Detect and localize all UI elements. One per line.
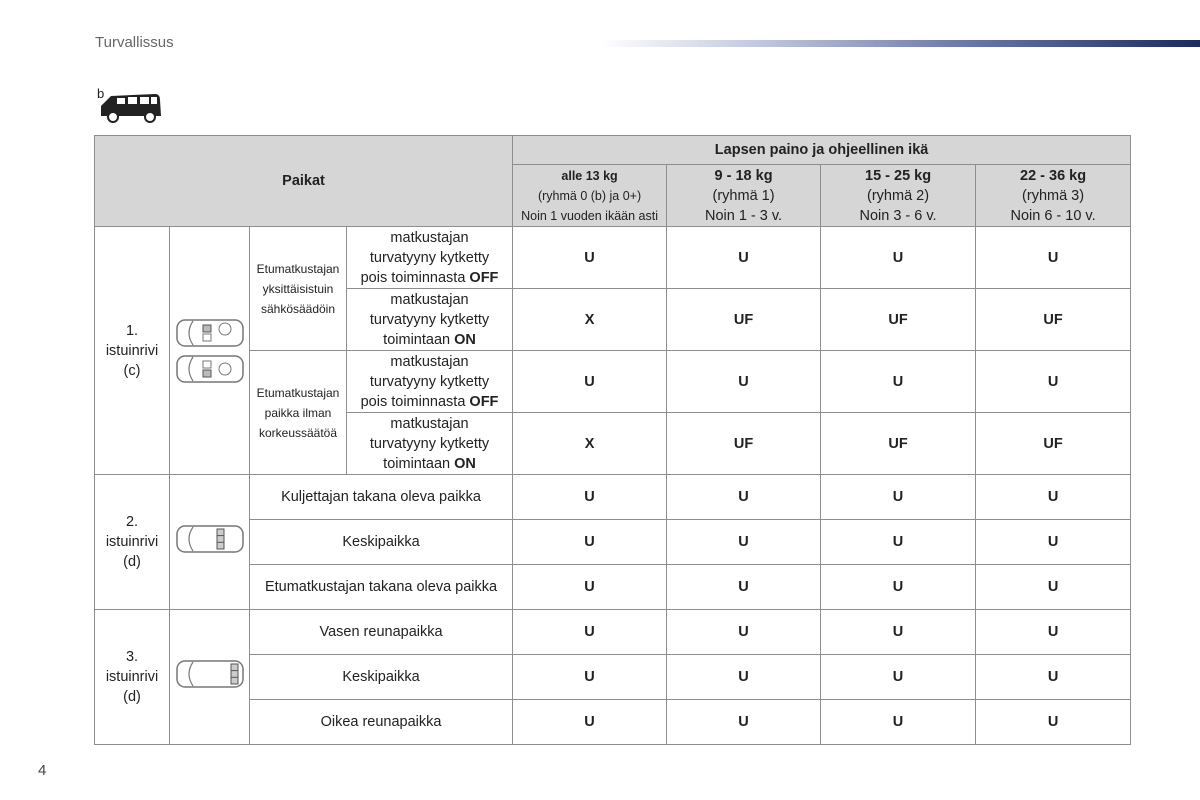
seat-type-b: Etumatkustajan paikka ilman korkeussäätöä	[250, 351, 347, 475]
position-label: Keskipaikka	[250, 520, 513, 565]
car-top-view-icon	[175, 353, 245, 385]
child-seat-table	[94, 135, 1131, 745]
value-cell: U	[821, 520, 976, 565]
row-label-3: 3. istuinrivi (d)	[95, 610, 170, 745]
table-row	[95, 565, 1131, 610]
position-label: Kuljettajan takana oleva paikka	[250, 475, 513, 520]
row3-diagram	[170, 610, 250, 745]
value-cell: U	[821, 227, 976, 289]
value-cell: UF	[667, 413, 821, 475]
page-number: 4	[38, 762, 47, 779]
minivan-icon	[97, 86, 163, 124]
section-title: Turvallissus	[95, 34, 174, 51]
value-cell: U	[667, 520, 821, 565]
weight-col-0: alle 13 kg (ryhmä 0 (b) ja 0+) Noin 1 vuoden ikään asti	[513, 165, 667, 227]
value-cell: U	[821, 700, 976, 745]
weight-col-3: 22 - 36 kg (ryhmä 3) Noin 6 - 10 v.	[976, 165, 1131, 227]
row-label-2: 2. istuinrivi (d)	[95, 475, 170, 610]
value-cell: U	[821, 655, 976, 700]
value-cell: U	[976, 475, 1131, 520]
value-cell: U	[667, 565, 821, 610]
weight-col-1: 9 - 18 kg (ryhmä 1) Noin 1 - 3 v.	[667, 165, 821, 227]
value-cell: U	[976, 655, 1131, 700]
row-label-1: 1. istuinrivi (c)	[95, 227, 170, 475]
value-cell: U	[821, 610, 976, 655]
value-cell: U	[976, 610, 1131, 655]
value-cell: U	[513, 520, 667, 565]
table-row	[95, 520, 1131, 565]
car-top-view-icon	[175, 658, 245, 690]
car-top-view-icon	[175, 317, 245, 349]
position-label: Etumatkustajan takana oleva paikka	[250, 565, 513, 610]
minivan-badge	[97, 86, 163, 124]
value-cell: U	[513, 565, 667, 610]
value-cell: X	[513, 413, 667, 475]
value-cell: U	[976, 520, 1131, 565]
value-cell: U	[667, 655, 821, 700]
value-cell: UF	[821, 289, 976, 351]
header-weight-group: Lapsen paino ja ohjeellinen ikä	[513, 136, 1131, 165]
value-cell: U	[821, 351, 976, 413]
value-cell: U	[513, 351, 667, 413]
value-cell: U	[976, 700, 1131, 745]
value-cell: U	[821, 475, 976, 520]
value-cell: U	[513, 475, 667, 520]
value-cell: U	[976, 227, 1131, 289]
seat-type-a: Etumatkustajan yksittäisistuin sähkösäädöin	[250, 227, 347, 351]
value-cell: U	[667, 610, 821, 655]
value-cell: U	[976, 565, 1131, 610]
airbag-on-label: matkustajan turvatyyny kytketty toimintaan ON	[347, 413, 513, 475]
value-cell: U	[821, 565, 976, 610]
car-top-view-icon	[175, 523, 245, 555]
table-row	[95, 655, 1131, 700]
row2-diagram	[170, 475, 250, 610]
value-cell: U	[667, 351, 821, 413]
value-cell: U	[513, 655, 667, 700]
value-cell: X	[513, 289, 667, 351]
badge-letter: b	[97, 86, 105, 101]
weight-col-2: 15 - 25 kg (ryhmä 2) Noin 3 - 6 v.	[821, 165, 976, 227]
value-cell: U	[667, 227, 821, 289]
value-cell: UF	[976, 413, 1131, 475]
position-label: Keskipaikka	[250, 655, 513, 700]
value-cell: U	[667, 700, 821, 745]
row1-diagram	[170, 227, 250, 475]
airbag-on-label: matkustajan turvatyyny kytketty toimintaan ON	[347, 289, 513, 351]
value-cell: U	[976, 351, 1131, 413]
airbag-off-label: matkustajan turvatyyny kytketty pois toiminnasta OFF	[347, 227, 513, 289]
value-cell: UF	[821, 413, 976, 475]
value-cell: U	[513, 700, 667, 745]
header-gradient-bar	[600, 40, 1200, 47]
table-row	[95, 475, 1131, 520]
position-label: Vasen reunapaikka	[250, 610, 513, 655]
value-cell: U	[513, 227, 667, 289]
value-cell: U	[513, 610, 667, 655]
header-seats: Paikat	[95, 136, 513, 227]
table-row	[95, 700, 1131, 745]
position-label: Oikea reunapaikka	[250, 700, 513, 745]
value-cell: UF	[976, 289, 1131, 351]
value-cell: UF	[667, 289, 821, 351]
table-row	[95, 610, 1131, 655]
table-row	[95, 227, 1131, 289]
airbag-off-label: matkustajan turvatyyny kytketty pois toiminnasta OFF	[347, 351, 513, 413]
value-cell: U	[667, 475, 821, 520]
table-row	[95, 351, 1131, 413]
